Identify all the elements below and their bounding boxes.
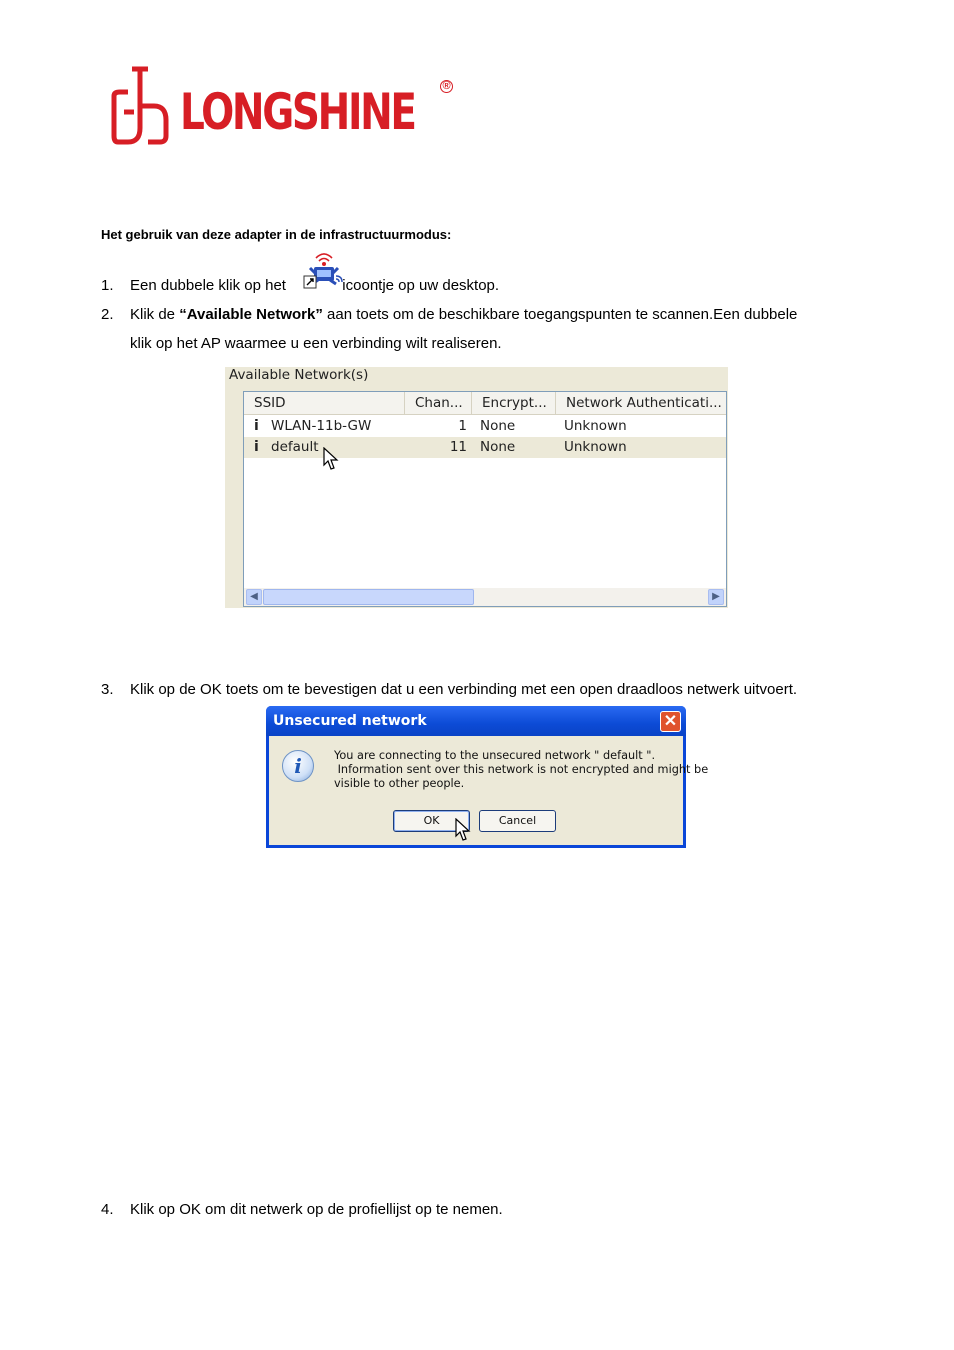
dialog-titlebar[interactable]: [266, 706, 686, 736]
panel-title: Available Network(s): [229, 367, 369, 383]
step-3: [101, 675, 921, 705]
step-text: [130, 300, 797, 329]
scrollbar-thumb[interactable]: [263, 589, 474, 605]
column-header-encryption[interactable]: Encrypt...: [471, 392, 555, 414]
column-header-auth[interactable]: Network Authenticati...: [555, 392, 726, 414]
mouse-pointer-icon: [455, 818, 471, 842]
info-icon: i: [282, 750, 314, 782]
step-number: 3.: [101, 681, 114, 698]
cancel-button[interactable]: Cancel: [479, 810, 556, 832]
encryption-cell: None: [480, 418, 516, 434]
encryption-cell: None: [480, 439, 516, 455]
network-list[interactable]: [243, 391, 727, 607]
access-point-icon: ⅰ: [254, 439, 259, 455]
step-text-before: Klik de: [130, 306, 180, 323]
registered-mark: ®: [440, 80, 453, 93]
step-4: [101, 1195, 901, 1225]
dialog-title: Unsecured network: [273, 713, 427, 729]
ok-button[interactable]: OK: [393, 810, 470, 832]
scroll-left-arrow-icon[interactable]: ◀: [246, 589, 262, 605]
message-line: You are connecting to the unsecured network " default ".: [334, 749, 656, 762]
ssid-cell: WLAN-11b-GW: [271, 418, 372, 434]
logo-wordmark: LONGSHINE: [180, 83, 415, 141]
dialog-body: [269, 736, 709, 845]
step-2: [101, 300, 901, 358]
step-number: 1.: [101, 277, 114, 294]
ssid-cell: default: [271, 439, 319, 455]
step-text-line2: klik op het AP waarmee u een verbinding wilt realiseren.: [130, 335, 502, 352]
horizontal-scrollbar[interactable]: [244, 588, 726, 606]
channel-cell: 1: [458, 418, 467, 434]
step-text: Klik op de OK toets om te bevestigen dat u een verbinding met een open draadloos netwerk uitvoert.: [130, 681, 798, 698]
step-text: Klik op OK om dit netwerk op de profiellijst op te nemen.: [130, 1201, 503, 1218]
available-networks-panel: [225, 367, 728, 608]
channel-cell: 11: [449, 439, 467, 455]
dialog-message: [334, 749, 709, 791]
auth-cell: Unknown: [564, 439, 627, 455]
column-header-ssid[interactable]: SSID: [254, 395, 286, 411]
step-text-after: icoontje op uw desktop.: [342, 277, 500, 294]
unsecured-network-dialog: [266, 706, 709, 848]
access-point-icon: ⅰ: [254, 418, 259, 434]
step-text-after: aan toets om de beschikbare toegangspunten te scannen.Een dubbele: [322, 306, 798, 323]
longshine-logo: [110, 66, 455, 148]
network-row[interactable]: [244, 416, 726, 437]
longshine-emblem-icon: [110, 66, 172, 148]
section-heading: Het gebruik van deze adapter in de infrastructuurmodus:: [101, 227, 452, 242]
step-text-bold: “Available Network”: [179, 306, 323, 323]
step-text-before: Een dubbele klik op het: [130, 277, 286, 294]
message-line: Information sent over this network is not encrypted and might be: [334, 763, 709, 776]
column-header-channel[interactable]: Chan...: [404, 392, 471, 414]
mouse-pointer-icon: [323, 447, 339, 471]
list-header: [244, 392, 726, 415]
step-1: [101, 271, 901, 301]
message-line: visible to other people.: [334, 777, 465, 790]
network-row-selected[interactable]: [244, 437, 726, 458]
step-number: 4.: [101, 1201, 114, 1218]
close-icon[interactable]: ✕: [660, 711, 681, 732]
step-number: 2.: [101, 306, 114, 323]
wireless-utility-desktop-icon: [302, 250, 346, 290]
auth-cell: Unknown: [564, 418, 627, 434]
scroll-right-arrow-icon[interactable]: ▶: [708, 589, 724, 605]
